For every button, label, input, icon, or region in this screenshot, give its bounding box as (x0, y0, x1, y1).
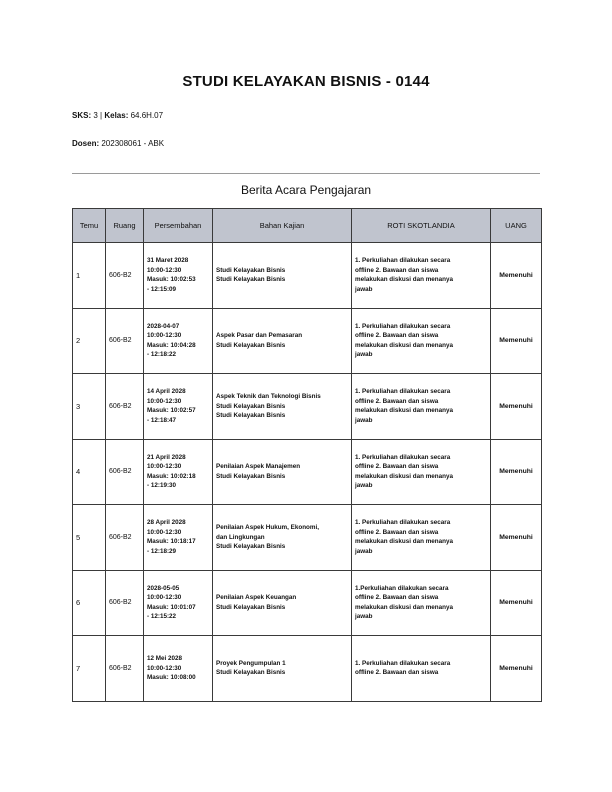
roti-line: offline 2. Bawaan dan siswa (355, 397, 439, 405)
roti-line: jawab (355, 482, 373, 490)
roti-line: offline 2. Bawaan dan siswa (355, 463, 439, 471)
cell-uang: Memenuhi (491, 243, 542, 309)
table-row (73, 636, 542, 702)
cell-persembahan (144, 636, 213, 702)
persembahan-line: Masuk: 10:08:00 (147, 674, 196, 681)
bahan-line: Studi Kelayakan Bisnis (216, 543, 286, 550)
cell-bahan-kajian (213, 243, 352, 309)
cell-roti (352, 439, 491, 505)
cell-bahan-kajian (213, 636, 352, 702)
cell-temu: 1 (73, 243, 106, 309)
bahan-line: Studi Kelayakan Bisnis (216, 276, 286, 284)
divider (72, 173, 540, 174)
cell-bahan-kajian (213, 374, 352, 440)
cell-persembahan (144, 439, 213, 505)
roti-line: melakukan diskusi dan menanya (355, 538, 453, 546)
table-row (73, 243, 542, 309)
bahan-line: Studi Kelayakan Bisnis (216, 341, 286, 349)
roti-line: jawab (355, 285, 373, 293)
table-body (73, 243, 542, 702)
roti-line: 1. Perkuliahan dilakukan secara (355, 519, 451, 527)
persembahan-line: 10:00-12:30 (147, 528, 182, 536)
bahan-line: Penilaian Aspek Keuangan (216, 594, 297, 602)
cell-roti (352, 374, 491, 440)
table-row (73, 505, 542, 571)
persembahan-line: 12 Mei 2028 (147, 655, 183, 662)
header-roti: ROTI SKOTLANDIA (352, 209, 491, 243)
bahan-line: Studi Kelayakan Bisnis (216, 412, 286, 419)
persembahan-line: 28 April 2028 (147, 519, 186, 527)
cell-ruang: 606-B2 (106, 570, 144, 636)
persembahan-line: - 12:15:09 (147, 285, 177, 293)
persembahan-line: Masuk: 10:04:28 (147, 341, 196, 349)
roti-line: jawab (355, 351, 373, 359)
cell-uang: Memenuhi (491, 439, 542, 505)
roti-line: melakukan diskusi dan menanya (355, 407, 453, 415)
persembahan-line: 10:00-12:30 (147, 332, 182, 340)
document-title: STUDI KELAYAKAN BISNIS - 0144 (182, 73, 430, 90)
persembahan-line: 31 Maret 2028 (147, 257, 189, 265)
persembahan-line: 10:00-12:30 (147, 664, 182, 672)
bahan-line: Studi Kelayakan Bisnis (216, 472, 286, 480)
cell-uang: Memenuhi (491, 374, 542, 440)
roti-line: 1. Perkuliahan dilakukan secara (355, 257, 451, 265)
bahan-line: Aspek Teknik dan Teknologi Bisnis (216, 393, 321, 400)
roti-line: jawab (355, 547, 373, 555)
table-row (73, 308, 542, 374)
persembahan-line: 10:00-12:30 (147, 463, 182, 471)
cell-temu: 4 (73, 439, 106, 505)
header-uang: UANG (491, 209, 542, 243)
header-temu: Temu (73, 209, 106, 243)
cell-temu: 7 (73, 636, 106, 702)
roti-line: 1.Perkuliahan dilakukan secara (355, 584, 449, 592)
cell-roti (352, 636, 491, 702)
cell-temu: 5 (73, 505, 106, 571)
persembahan-line: Masuk: 10:18:17 (147, 538, 196, 546)
dosen-value: 202308061 - ABK (101, 139, 165, 148)
table-row (73, 374, 542, 440)
persembahan-line: 21 April 2028 (147, 453, 186, 461)
dosen-label: Dosen: (72, 139, 100, 148)
roti-line: jawab (355, 613, 373, 621)
cell-uang: Memenuhi (491, 505, 542, 571)
persembahan-line: - 12:18:22 (147, 351, 177, 359)
cell-temu: 2 (73, 308, 106, 374)
roti-line: offline 2. Bawaan dan siswa (355, 332, 439, 340)
kelas-label: Kelas: (104, 111, 129, 120)
cell-persembahan (144, 570, 213, 636)
cell-temu: 6 (73, 570, 106, 636)
header-persembahan: Persembahan (144, 209, 213, 243)
persembahan-line: - 12:18:47 (147, 416, 177, 424)
persembahan-line: - 12:19:30 (147, 482, 177, 490)
header-bahan-kajian: Bahan Kajian (213, 209, 352, 243)
cell-persembahan (144, 505, 213, 571)
persembahan-line: - 12:18:29 (147, 547, 177, 555)
cell-roti (352, 570, 491, 636)
table-row (73, 570, 542, 636)
sks-label: SKS: (72, 111, 92, 120)
persembahan-line: 2028-05-05 (147, 584, 180, 592)
roti-line: offline 2. Bawaan dan siswa (355, 528, 439, 536)
cell-persembahan (144, 308, 213, 374)
cell-ruang: 606-B2 (106, 636, 144, 702)
persembahan-line: 10:00-12:30 (147, 397, 182, 405)
cell-ruang: 606-B2 (106, 308, 144, 374)
persembahan-line: Masuk: 10:02:18 (147, 472, 196, 480)
bahan-line: Proyek Pengumpulan 1 (216, 659, 286, 667)
bahan-line: dan Lingkungan (216, 533, 265, 541)
roti-line: melakukan diskusi dan menanya (355, 603, 453, 611)
cell-uang: Memenuhi (491, 308, 542, 374)
roti-line: offline 2. Bawaan dan siswa (355, 266, 439, 274)
roti-line: melakukan diskusi dan menanya (355, 341, 453, 349)
cell-roti (352, 308, 491, 374)
lecturer-info (72, 139, 164, 148)
roti-line: 1. Perkuliahan dilakukan secara (355, 322, 451, 330)
bahan-line: Studi Kelayakan Bisnis (216, 402, 286, 410)
cell-bahan-kajian (213, 570, 352, 636)
persembahan-line: 10:00-12:30 (147, 594, 182, 602)
cell-ruang: 606-B2 (106, 374, 144, 440)
teaching-log-table (72, 208, 542, 702)
course-info (72, 111, 163, 120)
cell-bahan-kajian (213, 439, 352, 505)
persembahan-line: 14 April 2028 (147, 388, 186, 396)
roti-line: offline 2. Bawaan dan siswa (355, 669, 439, 677)
cell-persembahan (144, 374, 213, 440)
roti-line: melakukan diskusi dan menanya (355, 276, 453, 284)
persembahan-line: 2028-04-07 (147, 322, 180, 330)
bahan-line: Aspek Pasar dan Pemasaran (216, 332, 303, 340)
roti-line: 1. Perkuliahan dilakukan secara (355, 659, 451, 667)
table-row (73, 439, 542, 505)
bahan-line: Studi Kelayakan Bisnis (216, 669, 286, 677)
cell-roti (352, 243, 491, 309)
bahan-line: Penilaian Aspek Hukum, Ekonomi, (216, 524, 319, 531)
cell-roti (352, 505, 491, 571)
kelas-value: 64.6H.07 (130, 111, 164, 120)
persembahan-line: Masuk: 10:01:07 (147, 603, 196, 611)
cell-ruang: 606-B2 (106, 439, 144, 505)
header-ruang: Ruang (106, 209, 144, 243)
roti-line: melakukan diskusi dan menanya (355, 472, 453, 480)
bahan-line: Studi Kelayakan Bisnis (216, 266, 286, 274)
persembahan-line: Masuk: 10:02:53 (147, 276, 196, 284)
cell-uang: Memenuhi (491, 570, 542, 636)
cell-ruang: 606-B2 (106, 243, 144, 309)
persembahan-line: Masuk: 10:02:57 (147, 407, 196, 415)
persembahan-line: 10:00-12:30 (147, 266, 182, 274)
section-title: Berita Acara Pengajaran (240, 183, 372, 197)
table-header-row (73, 209, 542, 243)
roti-line: 1. Perkuliahan dilakukan secara (355, 388, 451, 396)
cell-bahan-kajian (213, 308, 352, 374)
cell-persembahan (144, 243, 213, 309)
roti-line: jawab (355, 416, 373, 424)
cell-temu: 3 (73, 374, 106, 440)
roti-line: 1. Perkuliahan dilakukan secara (355, 453, 451, 461)
bahan-line: Studi Kelayakan Bisnis (216, 603, 286, 611)
cell-ruang: 606-B2 (106, 505, 144, 571)
bahan-line: Penilaian Aspek Manajemen (216, 463, 301, 471)
cell-bahan-kajian (213, 505, 352, 571)
roti-line: offline 2. Bawaan dan siswa (355, 594, 439, 602)
cell-uang: Memenuhi (491, 636, 542, 702)
sks-value: 3 | (93, 111, 105, 120)
persembahan-line: - 12:15:22 (147, 613, 177, 621)
